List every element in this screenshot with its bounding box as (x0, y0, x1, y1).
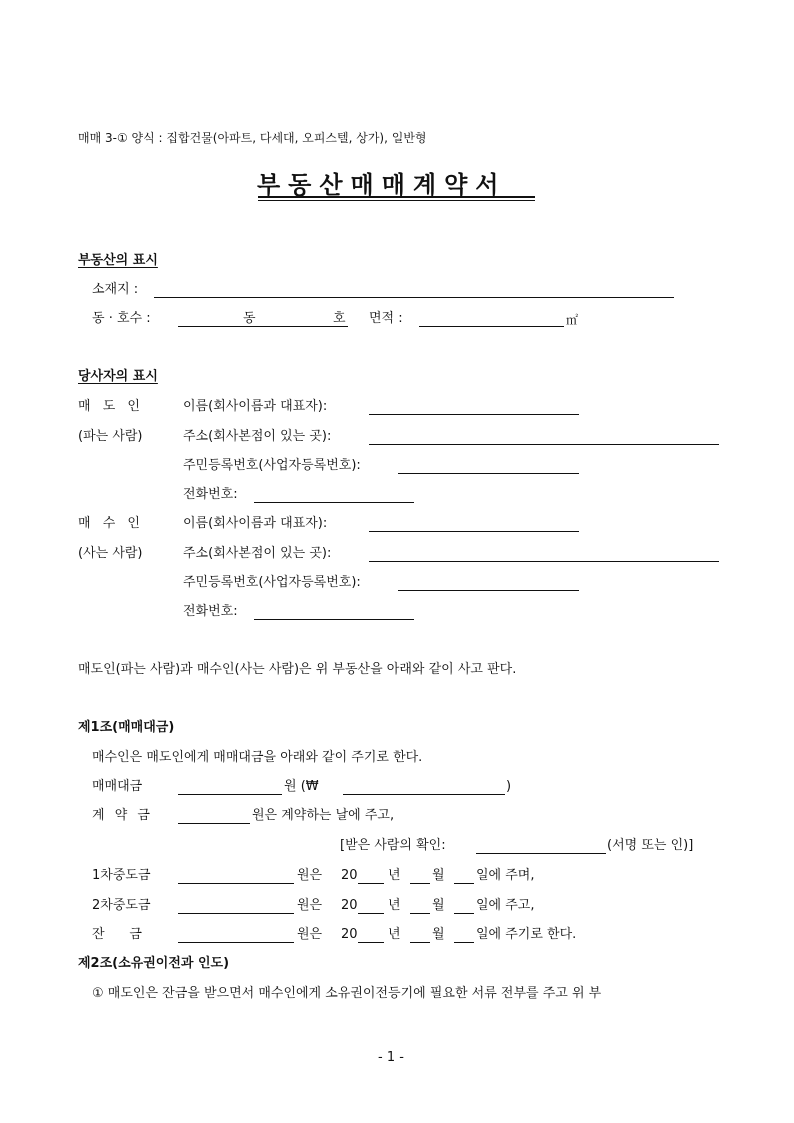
deposit-text: 원은 계약하는 날에 주고, (252, 808, 395, 823)
area-label: 면적 : (369, 311, 403, 326)
page-number: - 1 - (378, 1050, 404, 1065)
payment2-year-label: 년 (388, 898, 401, 913)
payment2-month-label: 월 (432, 898, 445, 913)
balance-year-prefix: 20 (341, 927, 358, 942)
form-type-label: 매매 3-① 양식 : 집합건물(아파트, 다세대, 오피스텔, 상가), 일반형 (78, 131, 427, 145)
payment1-month-label: 월 (432, 868, 445, 883)
balance-label: 잔 금 (92, 927, 142, 942)
receipt-close: (서명 또는 인)] (607, 838, 694, 853)
price-numeric-field[interactable] (343, 776, 505, 795)
price-label: 매매대금 (92, 779, 143, 794)
article1-intro: 매수인은 매도인에게 매매대금을 아래와 같이 주기로 한다. (92, 750, 423, 765)
dong-label: 동 (243, 311, 256, 326)
payment2-year-field[interactable] (358, 895, 384, 914)
payment1-day-field[interactable] (454, 865, 474, 884)
location-field[interactable] (154, 279, 674, 298)
seller-address-field[interactable] (369, 426, 719, 445)
payment2-day-field[interactable] (454, 895, 474, 914)
price-won-label: 원 (₩ (284, 779, 319, 794)
seller-name-field[interactable] (369, 396, 579, 415)
buyer-id-field[interactable] (398, 572, 579, 591)
buyer-address-field[interactable] (369, 543, 719, 562)
deposit-label: 계 약 금 (92, 808, 153, 823)
price-close-paren: ) (506, 779, 512, 794)
price-won-field[interactable] (178, 776, 282, 795)
buyer-id-label: 주민등록번호(사업자등록번호): (183, 575, 361, 590)
article1-heading: 제1조(매매대금) (78, 720, 175, 735)
seller-address-label: 주소(회사본점이 있는 곳): (183, 429, 332, 444)
seller-name-label: 이름(회사이름과 대표자): (183, 399, 328, 414)
buyer-role: 매 수 인 (78, 516, 144, 531)
seller-id-label: 주민등록번호(사업자등록번호): (183, 458, 361, 473)
seller-role: 매 도 인 (78, 399, 144, 414)
unit-number-field[interactable] (260, 308, 330, 327)
payment1-month-field[interactable] (410, 865, 430, 884)
article2-para1: ① 매도인은 잔금을 받으면서 매수인에게 소유권이전등기에 필요한 서류 전부를 주고 위 부 (92, 986, 602, 1001)
receipt-open: [받은 사람의 확인: (340, 838, 446, 853)
payment2-label: 2차중도금 (92, 898, 151, 913)
receipt-signature-field[interactable] (476, 835, 606, 854)
payment2-ending: 일에 주고, (476, 898, 535, 913)
buyer-address-label: 주소(회사본점이 있는 곳): (183, 546, 332, 561)
payment1-year-label: 년 (388, 868, 401, 883)
buyer-phone-label: 전화번호: (183, 604, 238, 619)
payment2-won: 원은 (297, 898, 323, 913)
payment1-year-prefix: 20 (341, 868, 358, 883)
title-underline-thin (258, 200, 535, 201)
payment1-year-field[interactable] (358, 865, 384, 884)
payment2-year-prefix: 20 (341, 898, 358, 913)
seller-phone-field[interactable] (254, 484, 414, 503)
area-unit: ㎡ (566, 313, 579, 327)
location-label: 소재지 : (92, 282, 139, 297)
balance-amount-field[interactable] (178, 924, 294, 943)
agreement-text: 매도인(파는 사람)과 매수인(사는 사람)은 위 부동산을 아래와 같이 사고 판다. (78, 662, 517, 677)
payment2-amount-field[interactable] (178, 895, 294, 914)
balance-month-label: 월 (432, 927, 445, 942)
payment1-amount-field[interactable] (178, 865, 294, 884)
article2-heading: 제2조(소유권이전과 인도) (78, 956, 230, 971)
payment2-month-field[interactable] (410, 895, 430, 914)
seller-id-field[interactable] (398, 455, 579, 474)
unit-underline (178, 326, 348, 327)
buyer-role-sub: (사는 사람) (78, 546, 143, 561)
area-field[interactable] (419, 308, 564, 327)
balance-day-field[interactable] (454, 924, 474, 943)
balance-year-field[interactable] (358, 924, 384, 943)
buyer-phone-field[interactable] (254, 601, 414, 620)
property-heading: 부동산의 표시 (78, 253, 158, 268)
building-field[interactable] (178, 308, 238, 327)
deposit-field[interactable] (178, 805, 250, 824)
payment1-label: 1차중도금 (92, 868, 151, 883)
parties-heading: 당사자의 표시 (78, 369, 158, 384)
seller-role-sub: (파는 사람) (78, 429, 143, 444)
seller-phone-label: 전화번호: (183, 487, 238, 502)
ho-label: 호 (333, 311, 346, 326)
payment1-won: 원은 (297, 868, 323, 883)
balance-ending: 일에 주기로 한다. (476, 927, 577, 942)
title-underline (258, 196, 535, 198)
balance-month-field[interactable] (410, 924, 430, 943)
buyer-name-field[interactable] (369, 513, 579, 532)
buyer-name-label: 이름(회사이름과 대표자): (183, 516, 328, 531)
payment1-ending: 일에 주며, (476, 868, 535, 883)
unit-label: 동 · 호수 : (92, 311, 151, 326)
document-title: 부동산매매계약서 (257, 171, 507, 199)
balance-year-label: 년 (388, 927, 401, 942)
balance-won: 원은 (297, 927, 323, 942)
